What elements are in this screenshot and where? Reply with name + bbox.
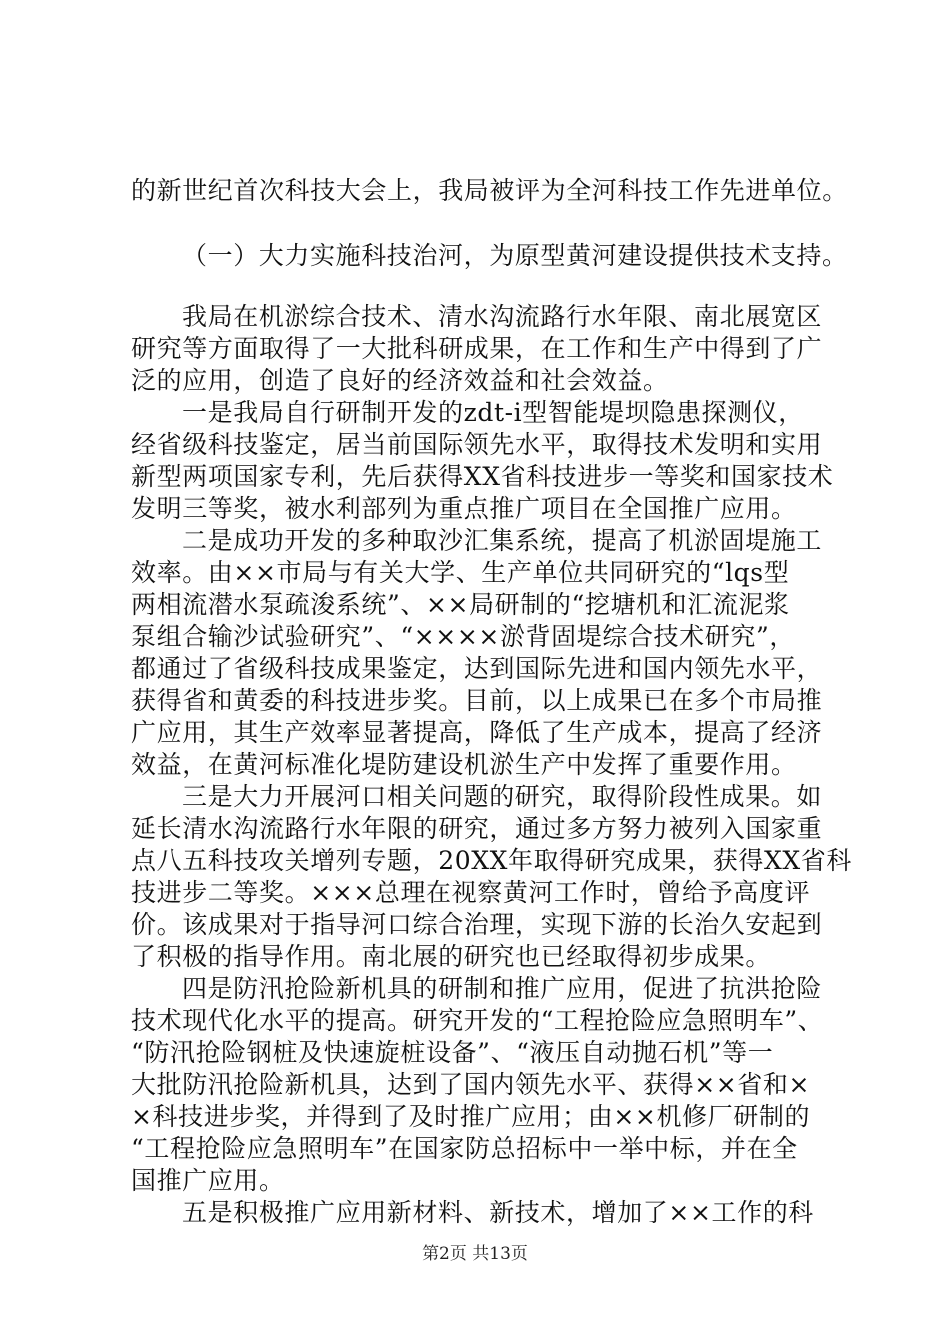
text-line: 大批防汛抢险新机具，达到了国内领先水平、获得××省和×	[131, 1070, 811, 1099]
text-line: 新型两项国家专利，先后获得XX省科技进步一等奖和国家技术	[131, 462, 834, 491]
page-number-footer: 第2页 共13页	[422, 1244, 528, 1264]
text-line: 点八五科技攻关增列专题，20XX年取得研究成果，获得XX省科	[131, 846, 853, 875]
text-line: 两相流潜水泵疏浚系统”、××局研制的“挖塘机和汇流泥浆	[131, 590, 790, 619]
text-line: 了积极的指导作用。南北展的研究也已经取得初步成果。	[131, 942, 772, 971]
text-line: 泵组合输沙试验研究”、“××××淤背固堤综合技术研究”，	[131, 622, 795, 651]
text-line: 都通过了省级科技成果鉴定，达到国际先进和国内领先水平，	[131, 654, 823, 683]
text-line: 效益，在黄河标准化堤防建设机淤生产中发挥了重要作用。	[131, 750, 797, 779]
text-line: 研究等方面取得了一大批科研成果，在工作和生产中得到了广	[131, 334, 823, 363]
text-line: 效率。由××市局与有关大学、生产单位共同研究的“lqs型	[131, 558, 790, 587]
text-line: 我局在机淤综合技术、清水沟流路行水年限、南北展宽区	[182, 302, 823, 331]
text-line: 国推广应用。	[131, 1166, 285, 1195]
text-line: 技术现代化水平的提高。研究开发的“工程抢险应急照明车”、	[131, 1006, 824, 1035]
text-line: 的新世纪首次科技大会上，我局被评为全河科技工作先进单位。	[131, 176, 848, 205]
section-heading: （一）大力实施科技治河，为原型黄河建设提供技术支持。	[182, 241, 848, 270]
text-line: 广应用，其生产效率显著提高，降低了生产成本，提高了经济	[131, 718, 823, 747]
text-line: 发明三等奖，被水利部列为重点推广项目在全国推广应用。	[131, 494, 797, 523]
text-line: 经省级科技鉴定，居当前国际领先水平，取得技术发明和实用	[131, 430, 823, 459]
text-line: 泛的应用，创造了良好的经济效益和社会效益。	[131, 366, 669, 395]
text-line: 二是成功开发的多种取沙汇集系统，提高了机淤固堤施工	[182, 526, 823, 555]
text-line: “工程抢险应急照明车”在国家防总招标中一举中标，并在全	[131, 1134, 798, 1163]
text-line: 一是我局自行研制开发的zdt-i型智能堤坝隐患探测仪，	[182, 398, 804, 427]
text-line: 延长清水沟流路行水年限的研究，通过多方努力被列入国家重	[131, 814, 823, 843]
text-line: 三是大力开展河口相关问题的研究，取得阶段性成果。如	[182, 782, 823, 811]
text-line: ×科技进步奖，并得到了及时推广应用；由××机修厂研制的	[131, 1102, 811, 1131]
text-line: 五是积极推广应用新材料、新技术，增加了××工作的科	[182, 1198, 814, 1227]
text-line: 技进步二等奖。×××总理在视察黄河工作时，曾给予高度评	[131, 878, 811, 907]
text-line: 价。该成果对于指导河口综合治理，实现下游的长治久安起到	[131, 910, 823, 939]
text-line: 四是防汛抢险新机具的研制和推广应用，促进了抗洪抢险	[182, 974, 823, 1003]
text-line: “防汛抢险钢桩及快速旋桩设备”、“液压自动抛石机”等一	[131, 1038, 774, 1067]
text-line: 获得省和黄委的科技进步奖。目前，以上成果已在多个市局推	[131, 686, 823, 715]
